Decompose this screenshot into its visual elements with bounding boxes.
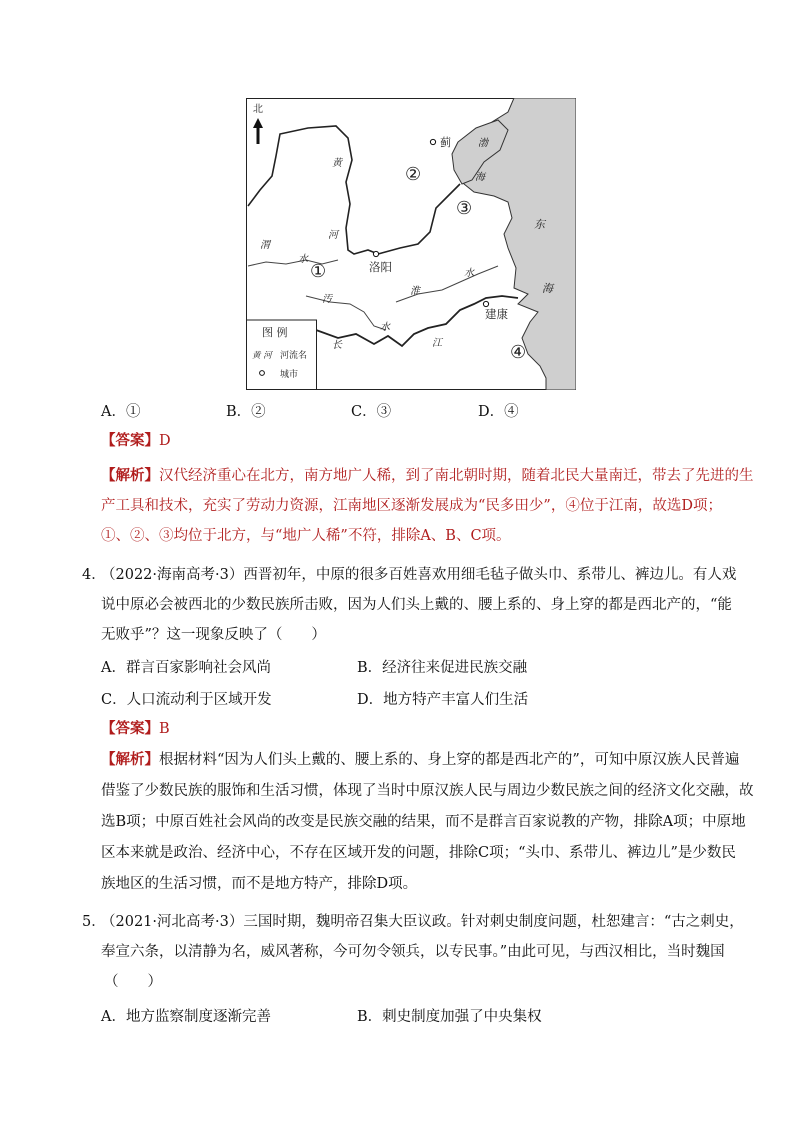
q4-answer	[101, 715, 170, 743]
marker-2: ②	[405, 164, 422, 185]
q3-analysis-line-3: ①、②、③均位于北方，与“地广人稀”不符，排除A、B、C项。	[101, 528, 511, 544]
river-han-2: 水	[380, 322, 390, 333]
river-han-1: 汚	[322, 294, 332, 305]
q4-stem-line-1: （2022·海南高考·3）西晋初年，中原的很多百姓喜欢用细毛毡子做头巾、系带儿、裤边儿。有人戏	[101, 567, 737, 583]
q4-stem-line-2: 说中原必会被西北的少数民族所击败，因为人们头上戴的、腰上系的、身上穿的都是西北产的，“能	[101, 597, 732, 613]
map-legend	[247, 320, 317, 390]
analysis-tag: 【解析】	[101, 467, 159, 484]
q4-option-d: D．地方特产丰富人们生活	[357, 692, 529, 708]
q4-analysis-line-1: 【解析】根据材料“因为人们头上戴的、腰上系的、身上穿的都是西北产的”，可知中原汉族人民普遍	[101, 751, 740, 768]
svg-text:黄 河: 黄 河	[252, 351, 272, 361]
sea-east-1: 东	[534, 218, 545, 231]
q3-answer	[101, 427, 171, 455]
q4-analysis-line-4: 区本来就是政治、经济中心，不存在区域开发的问题，排除C项；“头巾、系带儿、裤边儿”是少数民	[101, 845, 736, 861]
q3-analysis-line-1: 【解析】汉代经济重心在北方，南方地广人稀，到了南北朝时期，随着北民大量南迁，带去了先进的生	[101, 467, 754, 484]
river-chang-1: 长	[332, 340, 342, 351]
river-wei-1: 渭	[260, 240, 270, 251]
sea-bo-2: 海	[475, 172, 485, 183]
q4-option-b: B．经济往来促进民族交融	[357, 660, 528, 676]
answer-tag: 【答案】	[101, 720, 159, 737]
river-huang-1: 黄	[332, 158, 342, 169]
city-jiankang-label: 建康	[485, 307, 508, 321]
city-ji-marker	[430, 139, 435, 144]
river-chang-2: 江	[432, 338, 442, 349]
city-ji-label: 蓟	[440, 136, 451, 149]
svg-text:河流名: 河流名	[280, 351, 308, 361]
svg-text:图 例: 图 例	[262, 326, 288, 339]
q5-stem-line-3: （ ）	[104, 974, 162, 990]
river-huai-2: 水	[464, 268, 474, 279]
answer-value: B	[159, 721, 170, 737]
q3-analysis-line-2: 产工具和技术，充实了劳动力资源，江南地区逐渐发展成为“民多田少”，④位于江南，故选D项；	[101, 498, 722, 514]
river-wei-2: 水	[298, 254, 308, 265]
river-huang-2: 河	[328, 230, 338, 241]
marker-4: ④	[510, 342, 527, 363]
sea-east-2: 海	[542, 282, 553, 295]
q5-stem-line-1: （2021·河北高考·3）三国时期，魏明帝召集大臣议政。针对刺史制度问题，杜恕建言：“古之刺史，	[101, 914, 744, 930]
q5-option-a: A．地方监察制度逐渐完善	[101, 1009, 271, 1025]
city-luoyang-marker	[373, 251, 378, 256]
q4-option-a: A．群言百家影响社会风尚	[101, 660, 271, 676]
answer-tag: 【答案】	[101, 432, 159, 449]
q5-number: 5．	[82, 914, 106, 930]
q5-option-b: B．刺史制度加强了中央集权	[357, 1009, 542, 1025]
q4-analysis-line-3: 选B项；中原百姓社会风尚的改变是民族交融的结果，而不是群言百家说教的产物，排除A项；中原地	[101, 814, 746, 830]
marker-1: ①	[310, 261, 327, 282]
q3-option-a: A．①	[101, 404, 141, 420]
q4-stem-line-3: 无败乎”？这一现象反映了（ ）	[101, 627, 326, 643]
q3-option-c: C．③	[351, 404, 392, 420]
q3-option-b: B．②	[226, 404, 266, 420]
river-huai-1: 淮	[410, 286, 420, 297]
answer-value: D	[159, 433, 171, 449]
sea-bo-1: 渤	[478, 138, 488, 149]
q3-option-d: D．④	[478, 404, 519, 420]
svg-text:北: 北	[253, 104, 263, 115]
q4-analysis-line-5: 族地区的生活习惯，而不是地方特产，排除D项。	[101, 876, 418, 892]
historical-map	[246, 98, 576, 390]
marker-3: ③	[456, 198, 473, 219]
svg-text:城市: 城市	[280, 370, 299, 380]
q4-number: 4．	[82, 567, 106, 583]
q4-analysis-line-2: 借鉴了少数民族的服饰和生活习惯，体现了当时中原汉族人民与周边少数民族之间的经济文化交融，故	[101, 783, 754, 799]
analysis-tag: 【解析】	[101, 751, 159, 768]
city-luoyang-label: 洛阳	[369, 260, 392, 274]
city-jiankang-marker	[483, 301, 488, 306]
q5-stem-line-2: 奉宣六条，以清静为名，威风著称，今可勿令领兵，以专民事。”由此可见，与西汉相比，当时魏国	[101, 944, 725, 960]
q4-option-c: C．人口流动利于区域开发	[101, 692, 272, 708]
